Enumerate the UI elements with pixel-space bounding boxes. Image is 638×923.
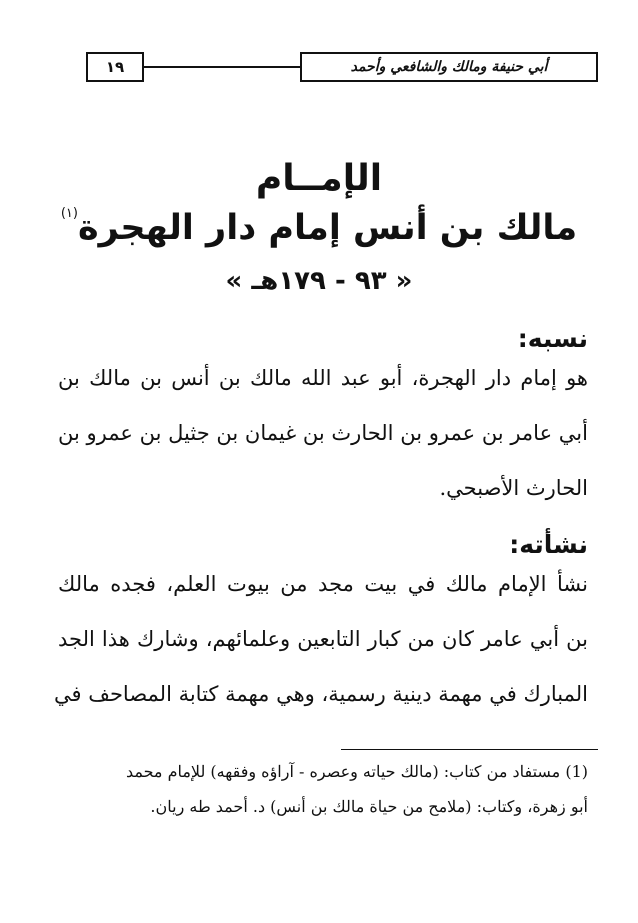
footnote-separator [341,749,598,750]
running-title: أبي حنيفة ومالك والشافعي وأحمد [300,52,598,82]
paragraph-line: أبي عامر بن عمرو بن الحارث بن غيمان بن جثيل بن عمرو بن [58,421,588,445]
footnote-marker: (١) [60,206,78,221]
paragraph-line: المبارك في مهمة دينية رسمية، وهي مهمة كتابة المصاحف في [53,682,588,706]
title-name-text: مالك بن أنس إمام دار الهجرة [77,208,578,248]
title-imam: الإمــام [255,158,383,199]
title-name [40,208,598,248]
section-heading-lineage: نسبه: [517,324,588,353]
footnote-line: (1) مستفاد من كتاب: (مالك حياته وعصره - آراؤه وفقهه) للإمام محمد [125,762,588,781]
section-heading-upbringing: نشأته: [509,530,588,559]
footnote-line: أبو زهرة، وكتاب: (ملامح من حياة مالك بن أنس) د. أحمد طه ريان. [150,797,588,816]
paragraph-line: الحارث الأصبحي. [439,476,588,500]
page-number: ١٩ [86,52,144,82]
title-dates: « ٩٣ - ١٧٩هـ » [225,266,413,296]
paragraph-line: نشأ الإمام مالك في بيت مجد من بيوت العلم، فجده مالك [58,572,588,596]
paragraph-line: هو إمام دار الهجرة، أبو عبد الله مالك بن أنس بن مالك بن [58,366,588,390]
paragraph-line: بن أبي عامر كان من كبار التابعين وعلمائهم، وشارك هذا الجد [58,627,588,651]
